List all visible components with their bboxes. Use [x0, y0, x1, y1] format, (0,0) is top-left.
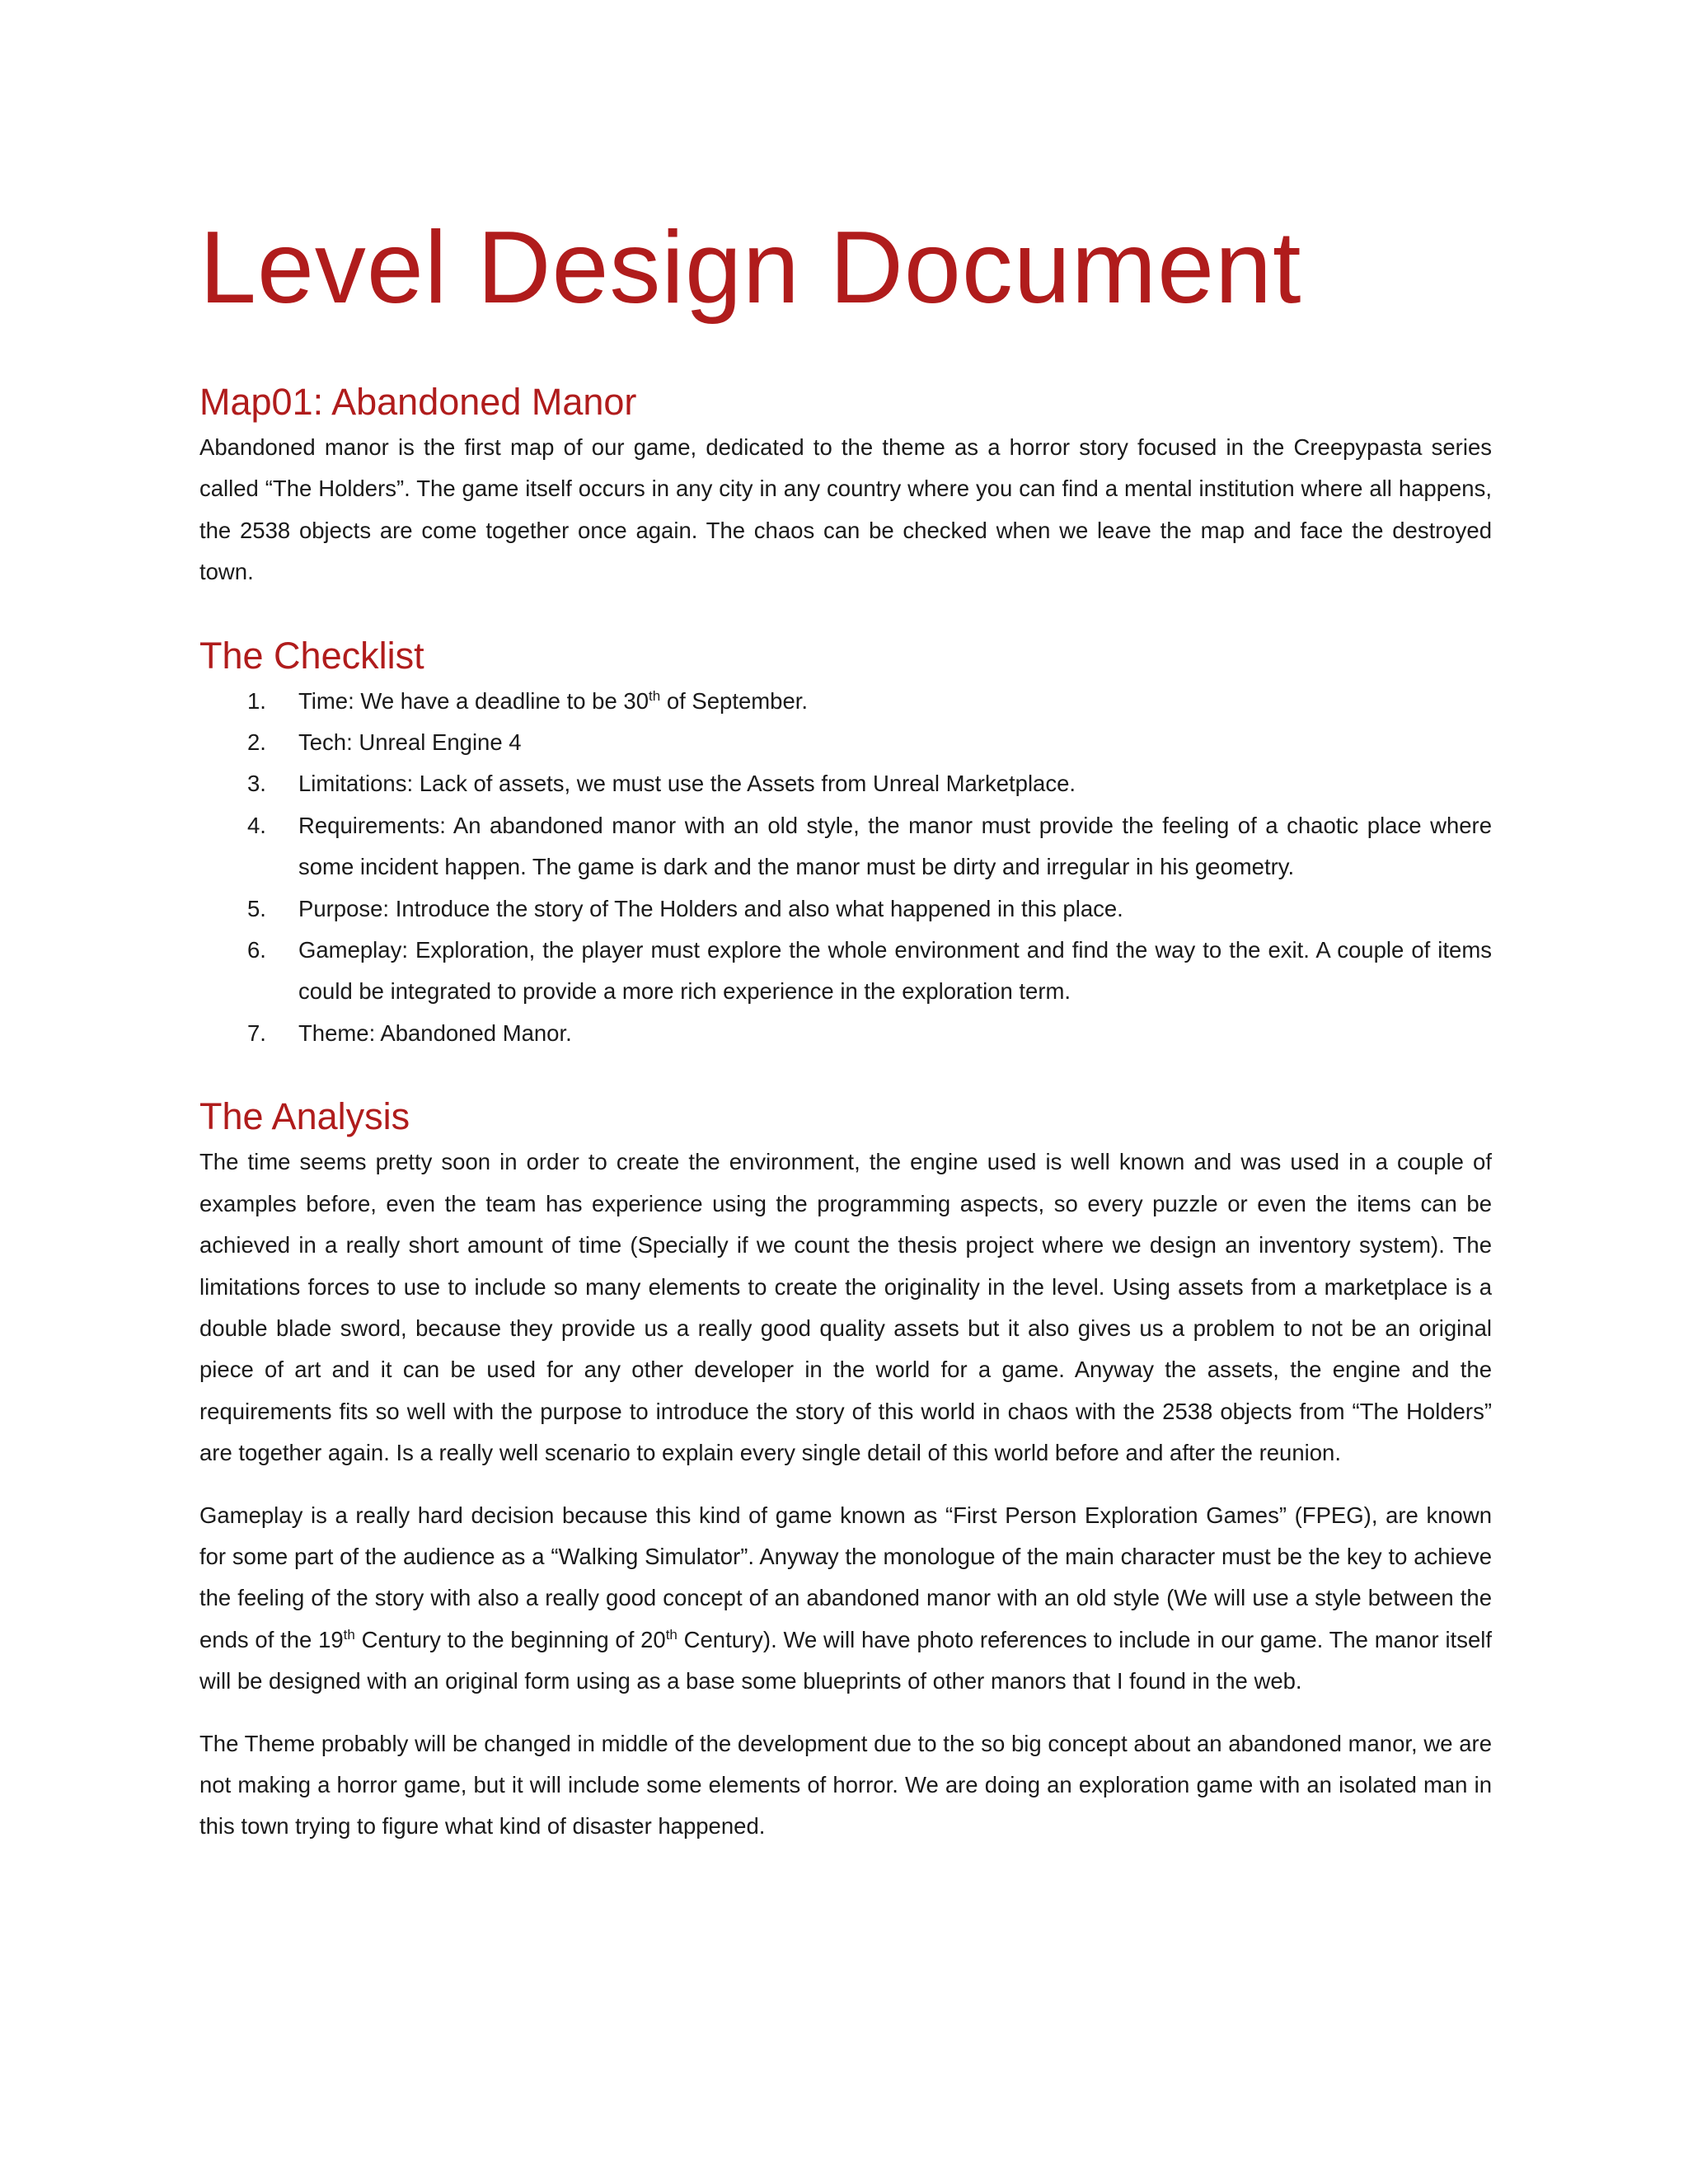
checklist-heading: The Checklist	[199, 634, 424, 677]
checklist-item	[199, 681, 1492, 722]
checklist-item-text: Gameplay: Exploration, the player must explore the whole environment and find the way to the exit. A couple of items could be integrated to provide a more rich experience in the exploration term.	[298, 937, 1492, 1005]
analysis-paragraph-1: The time seems pretty soon in order to create the environment, the engine used is well known and was used in a couple of examples before, even the team has experience using the programming aspects, so every puzzle or even the items can be achieved in a really short amount of time (Specially if we count the thesis project where we design an inventory system). The limitations forces to use to include so many elements to create the originality in the level. Using assets from a marketplace is a double blade sword, because they provide us a really good quality assets but it also gives us a problem to not be an original piece of art and it can be used for any other developer in the world for a game. Anyway the assets, the engine and the requirements fits so well with the purpose to introduce the story of this world in chaos with the 2538 objects from “The Holders” are together again. Is a really well scenario to explain every single detail of this world before and after the reunion.	[199, 1149, 1492, 1466]
checklist-item-text: Time: We have a deadline to be 30	[298, 687, 649, 714]
document-content	[199, 206, 1492, 1887]
checklist-item-text: Tech: Unreal Engine 4	[298, 729, 522, 756]
analysis-section	[199, 1094, 1492, 1848]
analysis-paragraph-2-superscript-1: th	[343, 1626, 355, 1643]
analysis-paragraph-3: The Theme probably will be changed in middle of the development due to the so big concept about an abandoned manor, we are not making a horror game, but it will include some elements of horror. We are doing an exploration game with an isolated man in this town trying to figure what kind of disaster happened.	[199, 1730, 1492, 1840]
checklist-item-text-end: of September.	[660, 687, 809, 714]
checklist-item-number: 2.	[247, 729, 266, 756]
map-section	[199, 379, 1492, 593]
checklist-item	[199, 1013, 1492, 1054]
analysis-paragraph-2-text-c: Century). We will have photo references to include in our game. The manor itself will be designed with an original form using as a base some blueprints of other manors that I found in the web.	[199, 1626, 1492, 1694]
analysis-paragraph-2-superscript-2: th	[665, 1626, 678, 1643]
checklist-item-number: 6.	[247, 937, 266, 963]
analysis-paragraph-2	[199, 1495, 1492, 1703]
checklist-item-text: Purpose: Introduce the story of The Holders and also what happened in this place.	[298, 895, 1123, 921]
analysis-paragraph-2-text-a: Gameplay is a really hard decision because this kind of game known as “First Person Exploration Games” (FPEG), are known for some part of the audience as a “Walking Simulator”. Anyway the monologue of the main character must be the key to achieve the feeling of the story with also a really good concept of an abandoned manor with an old style (We will use a style between the ends of the 19	[199, 1502, 1492, 1652]
checklist-item-text: Limitations: Lack of assets, we must use the Assets from Unreal Marketplace.	[298, 771, 1076, 797]
checklist-item-superscript: th	[649, 687, 661, 704]
document-title: Level Design Document	[199, 211, 1302, 325]
checklist-item	[199, 722, 1492, 763]
checklist-item-text: Theme: Abandoned Manor.	[298, 1019, 572, 1046]
analysis-heading: The Analysis	[199, 1095, 410, 1138]
checklist-item-text: Requirements: An abandoned manor with an old style, the manor must provide the feeling of a chaotic place where some incident happen. The game is dark and the manor must be dirty and irregular in his geometry.	[298, 812, 1492, 880]
checklist-item	[199, 763, 1492, 804]
analysis-paragraph-2-text-b: Century to the beginning of 20	[354, 1626, 666, 1652]
checklist-section	[199, 633, 1492, 1055]
map-section-heading: Map01: Abandoned Manor	[199, 381, 637, 423]
checklist-item	[199, 930, 1492, 1013]
checklist-item-number: 1.	[247, 687, 266, 714]
checklist-item-number: 5.	[247, 895, 266, 921]
map-section-paragraph: Abandoned manor is the first map of our game, dedicated to the theme as a horror story focused in the Creepypasta series called “The Holders”. The game itself occurs in any city in any country where you can find a mental institution where all happens, the 2538 objects are come together once again. The chaos can be checked when we leave the map and face the destroyed town.	[199, 434, 1492, 585]
checklist-item-number: 3.	[247, 771, 266, 797]
checklist-item-number: 7.	[247, 1019, 266, 1046]
checklist-item-number: 4.	[247, 812, 266, 838]
checklist-item	[199, 805, 1492, 888]
checklist	[199, 681, 1492, 1055]
checklist-item	[199, 888, 1492, 930]
